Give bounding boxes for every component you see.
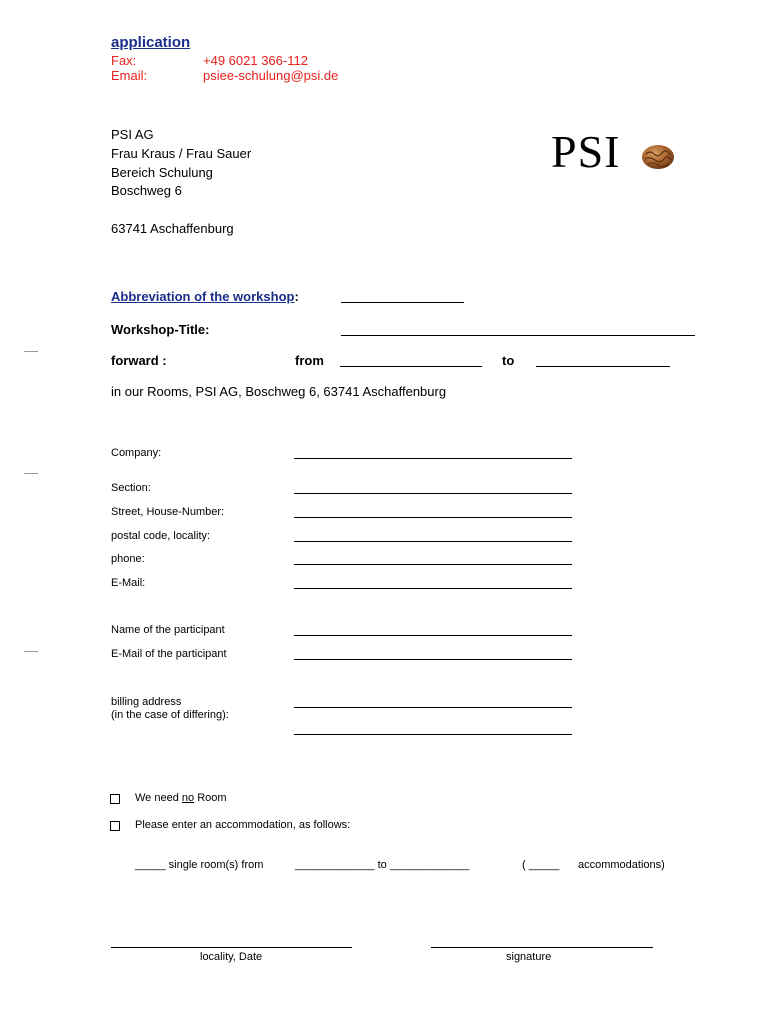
email-label: Email: (111, 68, 148, 83)
participant-email-field[interactable] (294, 659, 572, 660)
participant-name-field[interactable] (294, 635, 572, 636)
margin-mark (24, 473, 38, 474)
from-label: from (295, 353, 324, 368)
no-room-checkbox[interactable] (110, 794, 120, 804)
address-contact: Frau Kraus / Frau Sauer (111, 146, 252, 161)
address-department: Bereich Schulung (111, 165, 213, 180)
email-field[interactable] (294, 588, 572, 589)
participant-name-label: Name of the participant (111, 624, 225, 636)
fax-value: +49 6021 366-112 (203, 53, 308, 68)
walnut-icon (640, 142, 676, 172)
psi-logo-text: PSI (551, 126, 621, 177)
address-street: Boschweg 6 (111, 183, 182, 198)
to-label: to (502, 353, 515, 368)
accommodations-label: accommodations) (578, 859, 665, 871)
locality-date-label: locality, Date (200, 951, 263, 963)
abbreviation-field[interactable] (341, 302, 464, 303)
phone-label: phone: (111, 553, 145, 565)
workshop-title-label: Workshop-Title: (111, 322, 210, 337)
abbreviation-label: Abbreviation of the workshop: (111, 289, 299, 304)
page-title: application (111, 34, 191, 51)
room-date-range[interactable]: _____________ to _____________ (295, 859, 470, 871)
fax-label: Fax: (111, 53, 137, 68)
to-date-field[interactable] (536, 366, 670, 367)
signature-label: signature (506, 951, 552, 963)
billing-sublabel: (in the case of differing): (111, 709, 229, 721)
location-text: in our Rooms, PSI AG, Boschweg 6, 63741 Aschaffenburg (111, 384, 447, 399)
accommodation-checkbox[interactable] (110, 821, 120, 831)
address-company: PSI AG (111, 127, 154, 142)
no-room-label: We need no Room (135, 792, 227, 804)
email-value[interactable]: psiee-schulung@psi.de (203, 68, 339, 83)
section-label: Section: (111, 482, 151, 494)
participant-email-label: E-Mail of the participant (111, 648, 227, 660)
phone-field[interactable] (294, 564, 572, 565)
company-label: Company: (111, 447, 162, 459)
forward-label: forward : (111, 353, 167, 368)
margin-mark (24, 351, 38, 352)
accommodation-count[interactable]: ( _____ (522, 859, 560, 871)
accommodation-label: Please enter an accommodation, as follows: (135, 819, 351, 831)
address-city: 63741 Aschaffenburg (111, 221, 234, 236)
postal-label: postal code, locality: (111, 530, 211, 542)
company-field[interactable] (294, 458, 572, 459)
single-rooms-label[interactable]: _____ single room(s) from (135, 859, 264, 871)
locality-date-field[interactable] (111, 947, 352, 948)
section-field[interactable] (294, 493, 572, 494)
from-date-field[interactable] (340, 366, 482, 367)
billing-field-1[interactable] (294, 707, 572, 708)
margin-mark (24, 651, 38, 652)
signature-field[interactable] (431, 947, 653, 948)
street-label: Street, House-Number: (111, 506, 225, 518)
billing-label: billing address (111, 696, 182, 708)
email-form-label: E-Mail: (111, 577, 146, 589)
postal-field[interactable] (294, 541, 572, 542)
billing-field-2[interactable] (294, 734, 572, 735)
street-field[interactable] (294, 517, 572, 518)
workshop-title-field[interactable] (341, 335, 695, 336)
